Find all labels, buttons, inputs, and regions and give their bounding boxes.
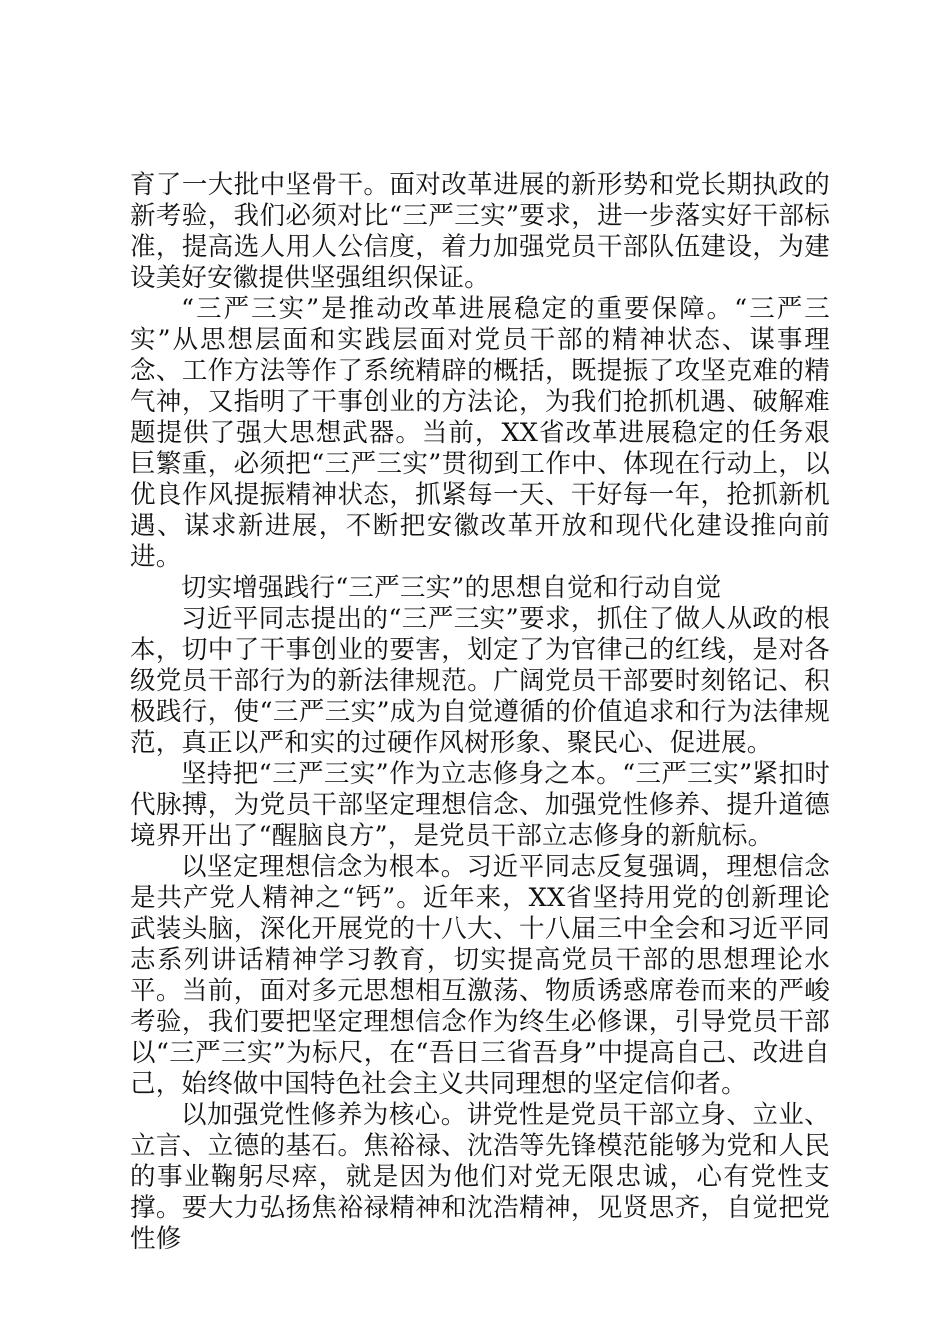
paragraph-5: 以坚定理想信念为根本。习近平同志反复强调，理想信念是共产党人精神之“钙”。近年来，XX省坚持用党的创新理论武装头脑，深化开展党的十八大、十八届三中全会和习近平同志系列讲话精神学习教育，切实提高党员干部的思想理论水平。当前，面对多元思想相互激荡、物质诱惑席卷而来的严峻考验，我们要把坚定理想信念作为终生必修课，引导党员干部以“三严三实”为标尺，在“吾日三省吾身”中提高自己、改进自己，始终做中国特色社会主义共同理想的坚定信仰者。 — [130, 852, 830, 1099]
paragraph-6: 以加强党性修养为核心。讲党性是党员干部立身、立业、立言、立德的基石。焦裕禄、沈浩等先锋模范能够为党和人民的事业鞠躬尽瘁，就是因为他们对党无限忠诚，心有党性支撑。要大力弘扬焦裕禄精神和沈浩精神，见贤思齐，自觉把党性修 — [130, 1100, 830, 1254]
paragraph-4: 坚持把“三严三实”作为立志修身之本。“三严三实”紧扣时代脉搏，为党员干部坚定理想信念、加强党性修养、提升道德境界开出了“醒脑良方”，是党员干部立志修身的新航标。 — [130, 759, 830, 851]
section-heading: 切实增强践行“三严三实”的思想自觉和行动自觉 — [181, 573, 722, 603]
paragraph-2: “三严三实”是推动改革进展稳定的重要保障。“三严三实”从思想层面和实践层面对党员干部的精神状态、谋事理念、工作方法等作了系统精辟的概括，既提振了攻坚克难的精气神，又指明了干事创业的方法论，为我们抢抓机遇、破解难题提供了强大思想武器。当前，XX省改革进展稳定的任务艰巨繁重，必须把“三严三实”贯彻到工作中、体现在行动上，以优良作风提振精神状态，抓紧每一天、干好每一年，抢抓新机遇、谋求新进展，不断把安徽改革开放和现代化建设推向前进。 — [130, 294, 830, 572]
paragraph-3: 习近平同志提出的“三严三实”要求，抓住了做人从政的根本，切中了干事创业的要害，划定了为官律己的红线，是对各级党员干部行为的新法律规范。广阔党员干部要时刻铭记、积极践行，使“三严三实”成为自觉遵循的价值追求和行为法律规范，真正以严和实的过硬作风树形象、聚民心、促进展。 — [130, 604, 830, 758]
paragraph-1: 育了一大批中坚骨干。面对改革进展的新形势和党长期执政的新考验，我们必须对比“三严三实”要求，进一步落实好干部标准，提高选人用人公信度，着力加强党员干部队伍建设，为建设美好安徽提供坚强组织保证。 — [130, 170, 830, 293]
document-body — [130, 170, 830, 1255]
